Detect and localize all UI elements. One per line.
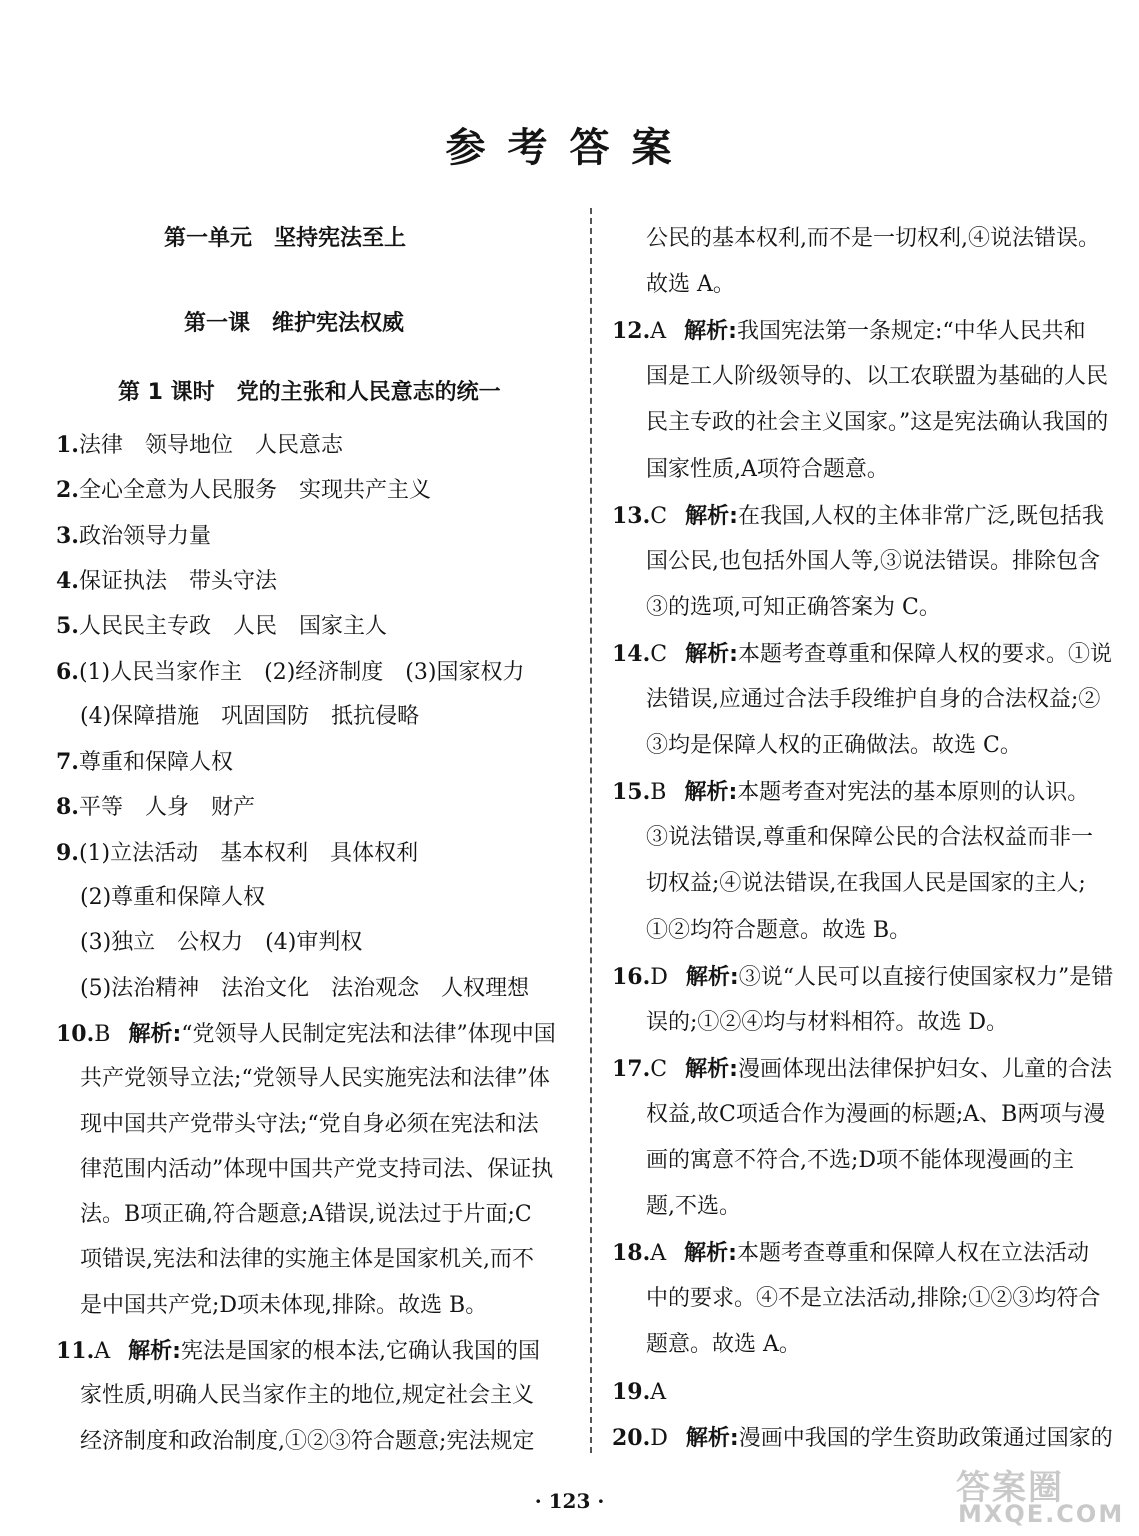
- answer-line: [56, 430, 343, 460]
- answer-line: [80, 1064, 550, 1094]
- answer-line: [80, 1245, 534, 1275]
- answer-line: [56, 521, 211, 551]
- answer-text: 全心全意为人民服务 实现共产主义: [78, 478, 431, 504]
- answer-choice: A: [650, 1241, 667, 1267]
- answer-choice: D: [650, 1425, 668, 1451]
- analysis-label: 解析:: [685, 1425, 739, 1451]
- answer-line: [612, 1423, 1113, 1453]
- answer-text: 经济制度和政治制度,①②③符合题意;宪法规定: [80, 1428, 535, 1454]
- answer-text: 尊重和保障人权: [78, 750, 233, 776]
- answer-text: 公民的基本权利,而不是一切权利,④说法错误。: [646, 226, 1100, 251]
- answer-text: 是中国共产党;D项未体现,排除。故选 B。: [80, 1292, 488, 1318]
- answer-text: “党领导人民制定宪法和法律”体现中国: [181, 1021, 556, 1047]
- answer-line: [56, 792, 255, 822]
- question-number: 14.: [612, 640, 651, 667]
- answer-text: ③均是保障人权的正确做法。故选 C。: [646, 733, 1022, 759]
- period-title: 第 1 课时 党的主张和人民意志的统一: [118, 380, 501, 405]
- question-number: 9.: [56, 839, 79, 866]
- answer-text: 漫画中我国的学生资助政策通过国家的: [738, 1425, 1113, 1451]
- answer-text: 现中国共产党带头守法;“党自身必须在宪法和法: [80, 1111, 539, 1137]
- analysis-label: 解析:: [685, 503, 738, 529]
- answer-line: [80, 1381, 534, 1411]
- answer-line: [56, 838, 418, 868]
- answer-line: [80, 883, 265, 913]
- answer-line: [80, 928, 362, 958]
- answer-line: [56, 1019, 556, 1049]
- answer-line: [80, 1291, 487, 1321]
- answer-line: [56, 657, 524, 687]
- analysis-label: 解析:: [128, 1021, 182, 1047]
- answer-line: [56, 1336, 540, 1366]
- analysis-label: 解析:: [685, 1056, 738, 1082]
- answer-text: 家性质,明确人民当家作主的地位,规定社会主义: [80, 1383, 534, 1409]
- answer-line: [646, 1192, 741, 1222]
- question-number: 17.: [612, 1055, 651, 1082]
- answer-line: [646, 362, 1108, 392]
- answer-text: 法律 领导地位 人民意志: [78, 433, 343, 458]
- watermark-bottom: MXQE.COM: [958, 1500, 1125, 1528]
- analysis-label: 解析:: [128, 1339, 181, 1364]
- question-number: 10.: [56, 1020, 95, 1047]
- answer-text: 国是工人阶级领导的、以工农联盟为基础的人民: [646, 364, 1109, 390]
- answer-line: [56, 611, 387, 641]
- question-number: 4.: [56, 567, 79, 594]
- question-number: 8.: [56, 794, 79, 821]
- answer-line: [80, 1200, 532, 1230]
- question-number: 18.: [612, 1240, 651, 1267]
- answer-text: 本题考查尊重和保障人权的要求。①说: [737, 641, 1112, 667]
- answer-text: (1)立法活动 基本权利 具体权利: [78, 840, 419, 866]
- answer-text: 我国宪法第一条规定:“中华人民共和: [736, 319, 1086, 345]
- answer-line: [646, 823, 1093, 853]
- answer-choice: C: [650, 1056, 668, 1082]
- answer-line: [56, 747, 233, 777]
- answer-text: 项错误,宪法和法律的实施主体是国家机关,而不: [80, 1247, 534, 1273]
- answer-text: ③的选项,可知正确答案为 C。: [646, 594, 941, 620]
- answer-text: 画的寓意不符合,不选;D项不能体现漫画的主: [646, 1148, 1075, 1173]
- answer-text: 故选 A。: [646, 272, 735, 298]
- answer-line: [646, 685, 1100, 715]
- answer-text: 漫画体现出法律保护妇女、儿童的合法: [737, 1056, 1112, 1082]
- answer-line: [646, 869, 1086, 899]
- answer-line: [612, 316, 1086, 346]
- answer-line: [612, 1377, 684, 1407]
- answer-text: 国公民,也包括外国人等,③说法错误。排除包含: [646, 548, 1100, 574]
- unit-title: 第一单元 坚持宪法至上: [164, 226, 407, 251]
- answer-text: (2)尊重和保障人权: [80, 885, 266, 910]
- answer-text: 政治领导力量: [78, 523, 211, 549]
- answer-text: ①②均符合题意。故选 B。: [646, 917, 912, 943]
- answer-line: [646, 455, 889, 485]
- answer-choice: C: [650, 503, 668, 529]
- question-number: 13.: [612, 502, 651, 529]
- question-number: 16.: [612, 963, 651, 990]
- answer-text: 中的要求。④不是立法活动,排除;①②③均符合: [646, 1286, 1101, 1312]
- answer-text: 民主专政的社会主义国家。”这是宪法确认我国的: [646, 410, 1109, 436]
- question-number: 20.: [612, 1424, 651, 1451]
- question-number: 6.: [56, 658, 79, 685]
- question-number: 2.: [56, 477, 79, 504]
- answer-text: ③说法错误,尊重和保障公民的合法权益而非一: [646, 825, 1093, 851]
- answer-line: [80, 1110, 539, 1140]
- question-number: 19.: [612, 1378, 651, 1405]
- question-number: 1.: [56, 432, 79, 458]
- answer-text: 国家性质,A项符合题意。: [646, 456, 889, 482]
- question-number: 12.: [612, 318, 651, 345]
- answer-line: [80, 1427, 534, 1457]
- answer-line: [646, 224, 1100, 254]
- page-title: 参考答案: [445, 125, 694, 171]
- answer-text: (4)保障措施 巩固国防 抵抗侵略: [80, 703, 420, 729]
- analysis-label: 解析:: [684, 780, 738, 806]
- answer-text: 题意。故选 A。: [646, 1332, 801, 1358]
- answer-text: 宪法是国家的根本法,它确认我国的国: [180, 1339, 540, 1364]
- analysis-label: 解析:: [685, 641, 738, 667]
- answer-text: 切权益;④说法错误,在我国人民是国家的主人;: [646, 871, 1086, 897]
- answer-line: [646, 1330, 801, 1360]
- answer-text: ③说“人民可以直接行使国家权力”是错: [738, 964, 1114, 990]
- answer-text: (3)独立 公权力 (4)审判权: [80, 930, 363, 956]
- answer-line: [612, 1238, 1089, 1268]
- analysis-label: 解析:: [684, 319, 737, 345]
- answer-text: 权益,故C项适合作为漫画的标题;A、B两项与漫: [646, 1101, 1106, 1127]
- answer-text: 共产党领导立法;“党领导人民实施宪法和法律”体: [80, 1066, 550, 1092]
- answer-choice: A: [650, 1379, 667, 1405]
- answer-line: [56, 475, 431, 505]
- answer-text: 平等 人身 财产: [78, 795, 255, 821]
- answer-text: 在我国,人权的主体非常广泛,既包括我: [737, 503, 1104, 529]
- answer-choice: A: [94, 1339, 111, 1364]
- answer-text: 误的;①②④均与材料相符。故选 D。: [646, 1009, 1009, 1035]
- answer-line: [646, 916, 911, 946]
- answer-choice: A: [650, 319, 667, 345]
- column-divider: [590, 208, 592, 1453]
- question-number: 5.: [56, 613, 79, 640]
- question-number: 3.: [56, 522, 79, 549]
- question-number: 11.: [56, 1338, 95, 1364]
- answer-text: 保证执法 带头守法: [78, 568, 277, 594]
- answer-line: [80, 974, 529, 1004]
- watermark-logo: [948, 1460, 1128, 1530]
- answer-line: [612, 1054, 1112, 1084]
- question-number: 7.: [56, 749, 79, 776]
- page-number: · 123 ·: [534, 1489, 605, 1513]
- lesson-title: 第一课 维护宪法权威: [184, 311, 405, 336]
- answer-text: 本题考查尊重和保障人权在立法活动: [736, 1241, 1089, 1267]
- answer-text: 法错误,应通过合法手段维护自身的合法权益;②: [646, 687, 1101, 712]
- answer-text: 人民民主专政 人民 国家主人: [78, 614, 387, 640]
- answer-line: [80, 1155, 553, 1185]
- answer-line: [646, 408, 1108, 438]
- answer-text: (1)人民当家作主 (2)经济制度 (3)国家权力: [78, 659, 525, 685]
- answer-line: [80, 702, 419, 732]
- answer-line: [612, 501, 1104, 531]
- answer-line: [646, 1146, 1074, 1176]
- answer-choice: D: [650, 964, 668, 990]
- answer-text: (5)法治精神 法治文化 法治观念 人权理想: [80, 975, 530, 1001]
- answer-line: [646, 731, 1022, 761]
- answer-line: [56, 566, 277, 596]
- analysis-label: 解析:: [684, 1241, 737, 1267]
- answer-line: [612, 962, 1113, 992]
- answer-line: [646, 593, 941, 623]
- answer-choice: C: [650, 641, 668, 667]
- answer-line: [612, 777, 1089, 807]
- watermark-top: 答案圈: [956, 1468, 1064, 1508]
- analysis-label: 解析:: [685, 964, 739, 990]
- answer-text: 题,不选。: [646, 1194, 741, 1220]
- answer-line: [646, 1008, 1008, 1038]
- answer-choice: B: [650, 780, 667, 806]
- answer-text: 本题考查对宪法的基本原则的认识。: [737, 780, 1090, 806]
- answer-line: [646, 547, 1100, 577]
- answer-text: 法。B项正确,符合题意;A错误,说法过于片面;C: [80, 1202, 532, 1228]
- answer-line: [646, 1100, 1105, 1130]
- answer-text: 律范围内活动”体现中国共产党支持司法、保证执: [80, 1156, 554, 1182]
- answer-choice: B: [94, 1021, 111, 1047]
- answer-line: [612, 639, 1112, 669]
- answer-line: [646, 1284, 1100, 1314]
- question-number: 15.: [612, 779, 651, 806]
- answer-line: [646, 270, 735, 300]
